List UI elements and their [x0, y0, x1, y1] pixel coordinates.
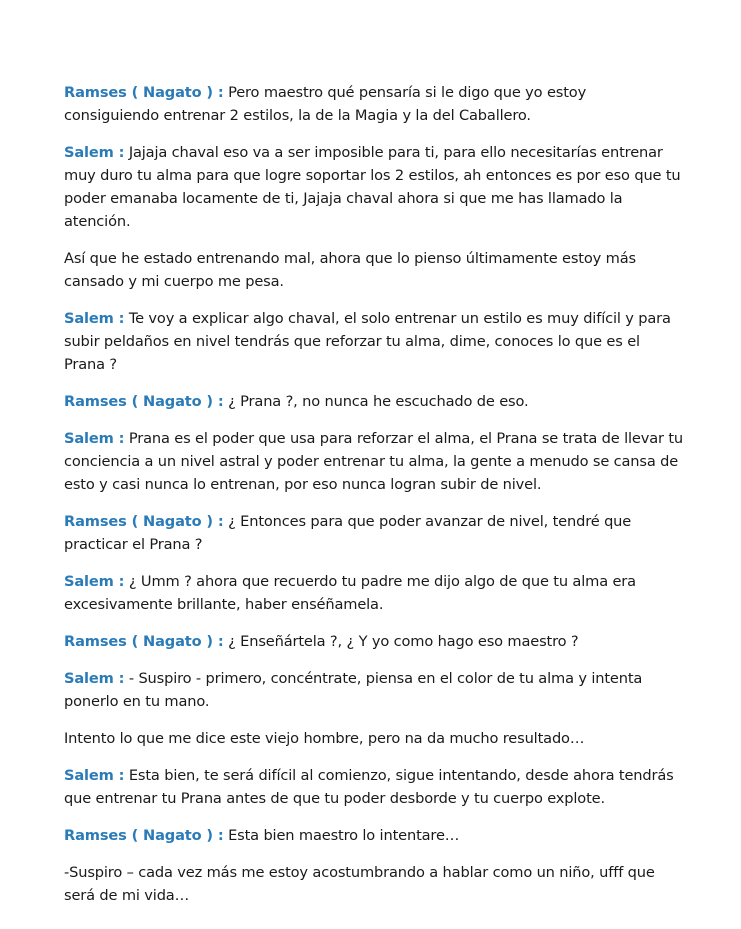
- dialogue-text: Te voy a explicar algo chaval, el solo entrenar un estilo es muy difícil y para subir peldaños en nivel tendrás que reforzar tu alma, dime, conoces lo que es el Prana ?: [64, 310, 671, 373]
- narration-text: -Suspiro – cada vez más me estoy acostumbrando a hablar como un niño, ufff que será de mi vida…: [64, 864, 655, 904]
- speaker-name: Ramses ( Nagato ) :: [64, 84, 224, 101]
- dialogue-text: Esta bien, te será difícil al comienzo, sigue intentando, desde ahora tendrás que entrenar tu Prana antes de que tu poder desborde y tu cuerpo explote.: [64, 767, 674, 807]
- paragraph-5: [64, 390, 684, 413]
- speaker-name: Salem :: [64, 670, 125, 687]
- paragraph-11: [64, 727, 684, 750]
- speaker-name: Ramses ( Nagato ) :: [64, 393, 224, 410]
- speaker-name: Ramses ( Nagato ) :: [64, 827, 224, 844]
- paragraph-6: [64, 427, 684, 496]
- dialogue-text: - Suspiro - primero, concéntrate, piensa en el color de tu alma y intenta ponerlo en tu mano.: [64, 670, 643, 710]
- speaker-name: Salem :: [64, 573, 125, 590]
- paragraph-3: [64, 247, 684, 293]
- dialogue-text: Prana es el poder que usa para reforzar el alma, el Prana se trata de llevar tu conciencia a un nivel astral y poder entrenar tu alma, la gente a menudo se cansa de esto y casi nunca lo entrenan, por eso nunca logran subir de nivel.: [64, 430, 684, 493]
- paragraph-8: [64, 570, 684, 616]
- dialogue-text: ¿ Entonces para que poder avanzar de nivel, tendré que practicar el Prana ?: [64, 513, 632, 553]
- dialogue-text: ¿ Prana ?, no nunca he escuchado de eso.: [223, 393, 529, 410]
- speaker-name: Ramses ( Nagato ) :: [64, 633, 224, 650]
- paragraph-9: [64, 630, 684, 653]
- speaker-name: Salem :: [64, 430, 125, 447]
- paragraph-4: [64, 307, 684, 376]
- narration-text: Intento lo que me dice este viejo hombre, pero na da mucho resultado…: [64, 730, 585, 747]
- paragraph-12: [64, 764, 684, 810]
- dialogue-text: ¿ Enseñártela ?, ¿ Y yo como hago eso maestro ?: [223, 633, 579, 650]
- paragraph-2: [64, 141, 684, 233]
- speaker-name: Salem :: [64, 144, 125, 161]
- speaker-name: Salem :: [64, 310, 125, 327]
- document-body: [64, 81, 684, 921]
- paragraph-13: [64, 824, 684, 847]
- dialogue-text: ¿ Umm ? ahora que recuerdo tu padre me dijo algo de que tu alma era excesivamente brillante, haber enséñamela.: [64, 573, 636, 613]
- dialogue-text: Jajaja chaval eso va a ser imposible para ti, para ello necesitarías entrenar muy duro tu alma para que logre soportar los 2 estilos, ah entonces es por eso que tu poder emanaba locamente de ti, Jajaja chaval ahora si que me has llamado la atención.: [64, 144, 681, 230]
- speaker-name: Ramses ( Nagato ) :: [64, 513, 224, 530]
- paragraph-1: [64, 81, 684, 127]
- speaker-name: Salem :: [64, 767, 125, 784]
- dialogue-text: Pero maestro qué pensaría si le digo que yo estoy consiguiendo entrenar 2 estilos, la de la Magia y la del Caballero.: [64, 84, 587, 124]
- paragraph-14: [64, 861, 684, 907]
- paragraph-10: [64, 667, 684, 713]
- dialogue-text: Esta bien maestro lo intentare…: [223, 827, 460, 844]
- narration-text: Así que he estado entrenando mal, ahora que lo pienso últimamente estoy más cansado y mi cuerpo me pesa.: [64, 250, 636, 290]
- paragraph-7: [64, 510, 684, 556]
